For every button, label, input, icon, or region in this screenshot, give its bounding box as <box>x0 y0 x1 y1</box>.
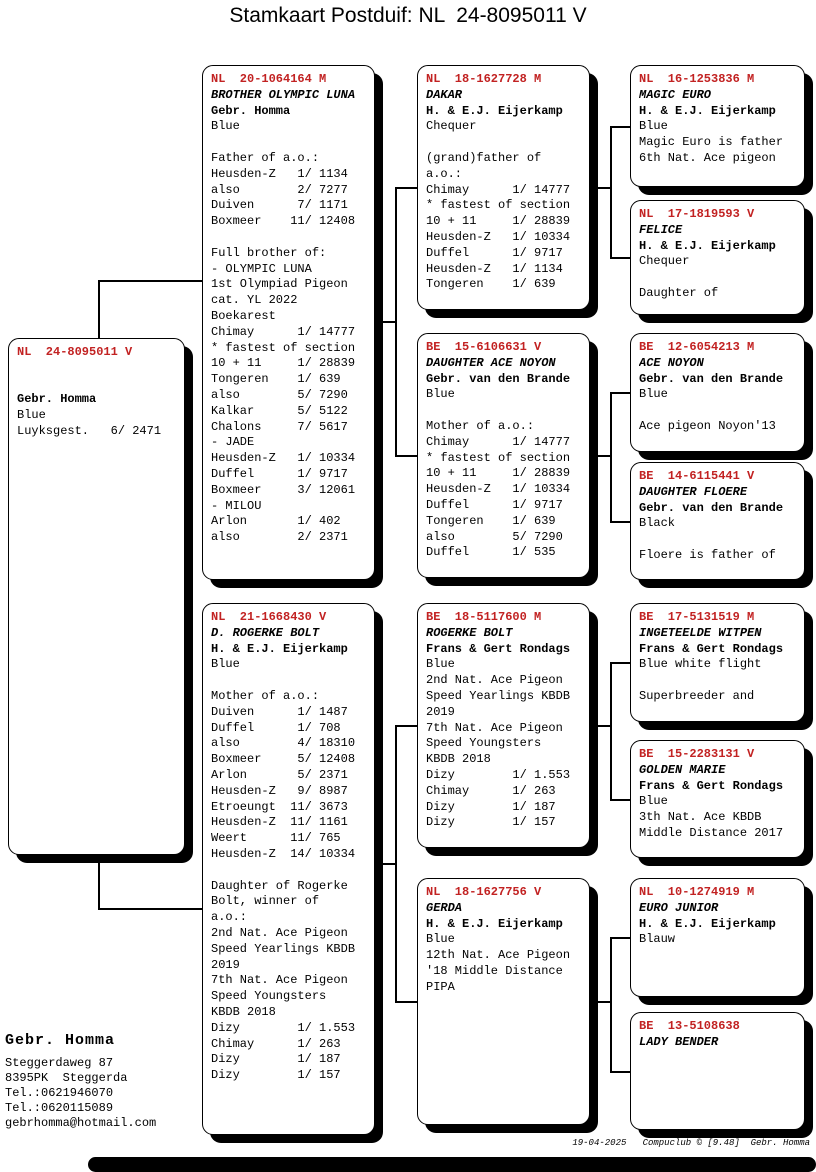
box-text-line: 2nd Nat. Ace Pigeon <box>426 673 563 688</box>
box-text-line: 12th Nat. Ace Pigeon <box>426 948 571 963</box>
box-text-line: INGETEELDE WITPEN <box>639 625 762 640</box>
box-text-line: Dizy 1/ 187 <box>426 799 556 814</box>
owner-street: Steggerdaweg 87 <box>5 1056 114 1070</box>
box-text-line: Frans & Gert Rondags <box>426 641 571 656</box>
footer-credit: 19-04-2025 Compuclub © [9.48] Gebr. Homma <box>572 1138 810 1148</box>
box-text-line <box>211 863 370 879</box>
box-text-line: Bolt, winner of <box>211 894 320 909</box>
box-text-line: Floere is father of <box>639 547 776 562</box>
box-text-line: also 2/ 2371 <box>211 530 348 545</box>
box-text-line: Heusden-Z 1/ 1134 <box>426 261 563 276</box>
box-text-line: 7th Nat. Ace Pigeon <box>211 973 348 988</box>
box-text-line: Duffel 1/ 535 <box>426 545 556 560</box>
ring-number: BE 15-6106631 V <box>426 340 542 354</box>
box-text-line: Blue <box>639 794 668 809</box>
box-text-line <box>211 135 370 151</box>
box-text-line: 10 + 11 1/ 28839 <box>426 214 571 229</box>
ring-number: BE 18-5117600 M <box>426 610 542 624</box>
box-text-line <box>17 377 180 393</box>
connector-line <box>98 280 202 282</box>
pedigree-box-father <box>202 65 375 580</box>
box-text-line: Weert 11/ 765 <box>211 831 341 846</box>
bottom-bar <box>88 1157 816 1172</box>
box-text-line: Tongeren 1/ 639 <box>426 513 556 528</box>
connector-line <box>377 321 395 323</box>
box-text-line: Blauw <box>639 932 676 947</box>
box-text-line: Arlon 1/ 402 <box>211 514 341 529</box>
pedigree-box-grandfather-maternal <box>417 603 590 848</box>
pedigree-box-ggparent-8 <box>630 1012 805 1130</box>
box-text-line: Speed Youngsters <box>426 736 542 751</box>
box-text-line: Chequer <box>639 254 690 269</box>
box-text-line: Magic Euro is father <box>639 135 784 150</box>
connector-line <box>592 455 610 457</box>
connector-line <box>98 280 100 338</box>
box-text-line <box>639 532 800 548</box>
box-text-line: Boxmeer 3/ 12061 <box>211 482 356 497</box>
box-text-line: 1st Olympiad Pigeon <box>211 277 348 292</box>
box-text-line: '18 Middle Distance <box>426 963 563 978</box>
box-text-line: Chimay 1/ 263 <box>211 1036 341 1051</box>
box-text-line: GOLDEN MARIE <box>639 762 726 777</box>
box-text-line: - JADE <box>211 435 255 450</box>
box-text-line: Gebr. van den Brande <box>639 500 784 515</box>
box-text-line: Blue <box>426 932 455 947</box>
box-text-line: a.o.: <box>426 166 463 181</box>
box-text-line: Chequer <box>426 119 477 134</box>
ring-number: NL 24-8095011 V <box>17 345 133 359</box>
connector-line <box>610 257 630 259</box>
box-text-line: Boxmeer 5/ 12408 <box>211 752 356 767</box>
box-text-line: 6th Nat. Ace pigeon <box>639 150 776 165</box>
box-text-line: KBDB 2018 <box>426 752 491 767</box>
owner-phone-2: Tel.:0620115089 <box>5 1101 114 1115</box>
connector-line <box>377 863 395 865</box>
box-text-line: Chimay 1/ 14777 <box>426 434 571 449</box>
connector-line <box>610 521 630 523</box>
connector-line <box>610 937 612 1073</box>
box-text-line: - MILOU <box>211 498 262 513</box>
box-text-line: Gebr. Homma <box>211 103 291 118</box>
box-text-line <box>426 135 585 151</box>
pedigree-box-grandmother-maternal <box>417 878 590 1125</box>
box-text-line: 2019 <box>211 957 240 972</box>
box-text-line <box>639 270 800 286</box>
box-text-line: H. & E.J. Eijerkamp <box>639 916 776 931</box>
box-text-line: a.o.: <box>211 910 248 925</box>
box-text-line: Heusden-Z 14/ 10334 <box>211 846 356 861</box>
connector-line <box>395 455 417 457</box>
connector-line <box>395 725 417 727</box>
box-text-line: Blue <box>639 119 668 134</box>
pedigree-box-ggparent-3 <box>630 333 805 452</box>
box-text-line: Full brother of: <box>211 245 327 260</box>
owner-city: 8395PK Steggerda <box>5 1071 128 1085</box>
box-text-line: Black <box>639 516 676 531</box>
box-text-line: EURO JUNIOR <box>639 900 719 915</box>
box-text-line: 2019 <box>426 704 455 719</box>
box-text-line: Chalons 7/ 5617 <box>211 419 348 434</box>
ring-number: BE 15-2283131 V <box>639 747 755 761</box>
box-text-line: Heusden-Z 9/ 8987 <box>211 783 348 798</box>
box-text-line: Heusden-Z 1/ 10334 <box>211 451 356 466</box>
box-text-line: Kalkar 5/ 5122 <box>211 403 348 418</box>
pedigree-box-ggparent-1 <box>630 65 805 187</box>
pedigree-box-ggparent-4 <box>630 462 805 580</box>
box-text-line: Dizy 1/ 1.553 <box>211 1020 356 1035</box>
box-text-line: Mother of a.o.: <box>211 688 320 703</box>
box-text-line: Blue white flight <box>639 657 762 672</box>
connector-line <box>610 937 630 939</box>
box-text-line: Chimay 1/ 14777 <box>426 182 571 197</box>
box-text-line: ACE NOYON <box>639 355 704 370</box>
box-text-line: cat. YL 2022 <box>211 293 298 308</box>
box-text-line: 10 + 11 1/ 28839 <box>426 466 571 481</box>
box-text-line: DAUGHTER FLOERE <box>639 484 748 499</box>
box-text-line <box>211 673 370 689</box>
box-text-line: KBDB 2018 <box>211 1004 276 1019</box>
ring-number: NL 17-1819593 V <box>639 207 755 221</box>
box-text-line: * fastest of section <box>211 340 356 355</box>
box-text-line: Blue <box>639 387 668 402</box>
box-text-line: D. ROGERKE BOLT <box>211 625 320 640</box>
box-text-line: Boxmeer 11/ 12408 <box>211 214 356 229</box>
box-text-line: Gebr. Homma <box>17 392 97 407</box>
connector-line <box>610 1071 630 1073</box>
box-text-line: Speed Yearlings KBDB <box>426 688 571 703</box>
box-text-line: * fastest of section <box>426 450 571 465</box>
ring-number: NL 18-1627756 V <box>426 885 542 899</box>
connector-line <box>98 855 100 910</box>
box-text-line: LADY BENDER <box>639 1034 719 1049</box>
box-text-line <box>426 403 585 419</box>
box-text-line: Blue <box>211 119 240 134</box>
box-text-line: Duffel 1/ 9717 <box>426 245 563 260</box>
box-text-line: Etroeungt 11/ 3673 <box>211 799 348 814</box>
box-text-line: Blue <box>426 387 455 402</box>
box-text-line: Mother of a.o.: <box>426 418 535 433</box>
box-text-line: H. & E.J. Eijerkamp <box>426 916 563 931</box>
box-text-line: 7th Nat. Ace Pigeon <box>426 720 563 735</box>
box-text-line: Speed Youngsters <box>211 989 327 1004</box>
box-text-line: Blue <box>426 657 455 672</box>
connector-line <box>395 187 397 457</box>
pedigree-box-ggparent-2 <box>630 200 805 315</box>
owner-address-block <box>5 1032 156 1131</box>
box-text-line: Dizy 1/ 157 <box>211 1068 341 1083</box>
box-text-line: Duffel 1/ 708 <box>211 720 341 735</box>
connector-line <box>395 1001 417 1003</box>
box-text-line: Dizy 1/ 1.553 <box>426 767 571 782</box>
box-text-line: Arlon 5/ 2371 <box>211 767 348 782</box>
connector-line <box>610 126 612 259</box>
box-text-line <box>17 361 180 377</box>
box-text-line: GERDA <box>426 900 463 915</box>
box-text-line: - OLYMPIC LUNA <box>211 261 312 276</box>
box-text-line: MAGIC EURO <box>639 87 712 102</box>
owner-name: Gebr. Homma <box>5 1032 116 1049</box>
box-text-line: DAKAR <box>426 87 463 102</box>
connector-line <box>395 187 417 189</box>
box-text-line: ROGERKE BOLT <box>426 625 513 640</box>
box-text-line: (grand)father of <box>426 150 542 165</box>
box-text-line: Frans & Gert Rondags <box>639 778 784 793</box>
box-text-line: H. & E.J. Eijerkamp <box>426 103 563 118</box>
pedigree-box-ggparent-7 <box>630 878 805 997</box>
ring-number: NL 21-1668430 V <box>211 610 327 624</box>
connector-line <box>610 392 630 394</box>
box-text-line: Chimay 1/ 14777 <box>211 324 356 339</box>
box-text-line: Daughter of Rogerke <box>211 878 348 893</box>
box-text-line: Speed Yearlings KBDB <box>211 941 356 956</box>
pedigree-box-grandmother-paternal <box>417 333 590 578</box>
box-text-line: 3th Nat. Ace KBDB <box>639 810 762 825</box>
connector-line <box>610 799 630 801</box>
box-text-line: Heusden-Z 11/ 1161 <box>211 815 348 830</box>
connector-line <box>610 126 630 128</box>
box-text-line: also 2/ 7277 <box>211 182 348 197</box>
box-text-line: Superbreeder and <box>639 688 755 703</box>
box-text-line: also 5/ 7290 <box>426 529 563 544</box>
ring-number: BE 13-5108638 <box>639 1019 740 1033</box>
box-text-line: Boekarest <box>211 308 276 323</box>
box-text-line: Duffel 1/ 9717 <box>211 466 348 481</box>
connector-line <box>98 908 202 910</box>
connector-line <box>610 662 612 801</box>
connector-line <box>592 1001 610 1003</box>
pedigree-box-subject <box>8 338 185 855</box>
ring-number: NL 20-1064164 M <box>211 72 327 86</box>
box-text-line: Daughter of <box>639 285 719 300</box>
box-text-line: Gebr. van den Brande <box>426 371 571 386</box>
box-text-line: PIPA <box>426 979 455 994</box>
connector-line <box>610 392 612 523</box>
box-text-line: Dizy 1/ 157 <box>426 815 556 830</box>
box-text-line <box>211 230 370 246</box>
pedigree-box-grandfather-paternal <box>417 65 590 310</box>
box-text-line: Dizy 1/ 187 <box>211 1052 341 1067</box>
box-text-line: Father of a.o.: <box>211 150 320 165</box>
ring-number: BE 17-5131519 M <box>639 610 755 624</box>
box-text-line: Duffel 1/ 9717 <box>426 497 563 512</box>
ring-number: NL 10-1274919 M <box>639 885 755 899</box>
pedigree-box-ggparent-6 <box>630 740 805 858</box>
box-text-line: BROTHER OLYMPIC LUNA <box>211 87 356 102</box>
box-text-line: H. & E.J. Eijerkamp <box>211 641 348 656</box>
connector-line <box>395 725 397 1003</box>
box-text-line: also 5/ 7290 <box>211 387 348 402</box>
owner-phone-1: Tel.:0621946070 <box>5 1086 114 1100</box>
box-text-line: also 4/ 18310 <box>211 736 356 751</box>
box-text-line: Ace pigeon Noyon'13 <box>639 418 776 433</box>
box-text-line: H. & E.J. Eijerkamp <box>639 103 776 118</box>
ring-number: BE 14-6115441 V <box>639 469 755 483</box>
box-text-line: Tongeren 1/ 639 <box>211 372 341 387</box>
ring-number: NL 18-1627728 M <box>426 72 542 86</box>
box-text-line: Tongeren 1/ 639 <box>426 277 556 292</box>
ring-number: NL 16-1253836 M <box>639 72 755 86</box>
box-text-line: Heusden-Z 1/ 1134 <box>211 166 348 181</box>
connector-line <box>592 187 610 189</box>
box-text-line <box>639 673 800 689</box>
box-text-line: Heusden-Z 1/ 10334 <box>426 229 571 244</box>
box-text-line: Blue <box>211 657 240 672</box>
pedigree-box-ggparent-5 <box>630 603 805 722</box>
box-text-line: Frans & Gert Rondags <box>639 641 784 656</box>
connector-line <box>610 662 630 664</box>
box-text-line: Gebr. van den Brande <box>639 371 784 386</box>
ring-number: BE 12-6054213 M <box>639 340 755 354</box>
box-text-line: Middle Distance 2017 <box>639 825 784 840</box>
owner-email: gebrhomma@hotmail.com <box>5 1116 157 1130</box>
connector-line <box>592 725 610 727</box>
box-text-line: H. & E.J. Eijerkamp <box>639 238 776 253</box>
pedigree-box-mother <box>202 603 375 1135</box>
box-text-line: 2nd Nat. Ace Pigeon <box>211 925 348 940</box>
box-text-line: Chimay 1/ 263 <box>426 783 556 798</box>
box-text-line: Duiven 7/ 1171 <box>211 198 348 213</box>
box-text-line <box>639 403 800 419</box>
box-text-line: Blue <box>17 408 46 423</box>
box-text-line: FELICE <box>639 222 683 237</box>
box-text-line: Duiven 1/ 1487 <box>211 704 348 719</box>
box-text-line: * fastest of section <box>426 198 571 213</box>
box-text-line: Heusden-Z 1/ 10334 <box>426 482 571 497</box>
box-text-line: Luyksgest. 6/ 2471 <box>17 423 162 438</box>
box-text-line: 10 + 11 1/ 28839 <box>211 356 356 371</box>
box-text-line: DAUGHTER ACE NOYON <box>426 355 556 370</box>
page-title: Stamkaart Postduif: NL 24-8095011 V <box>229 4 587 27</box>
